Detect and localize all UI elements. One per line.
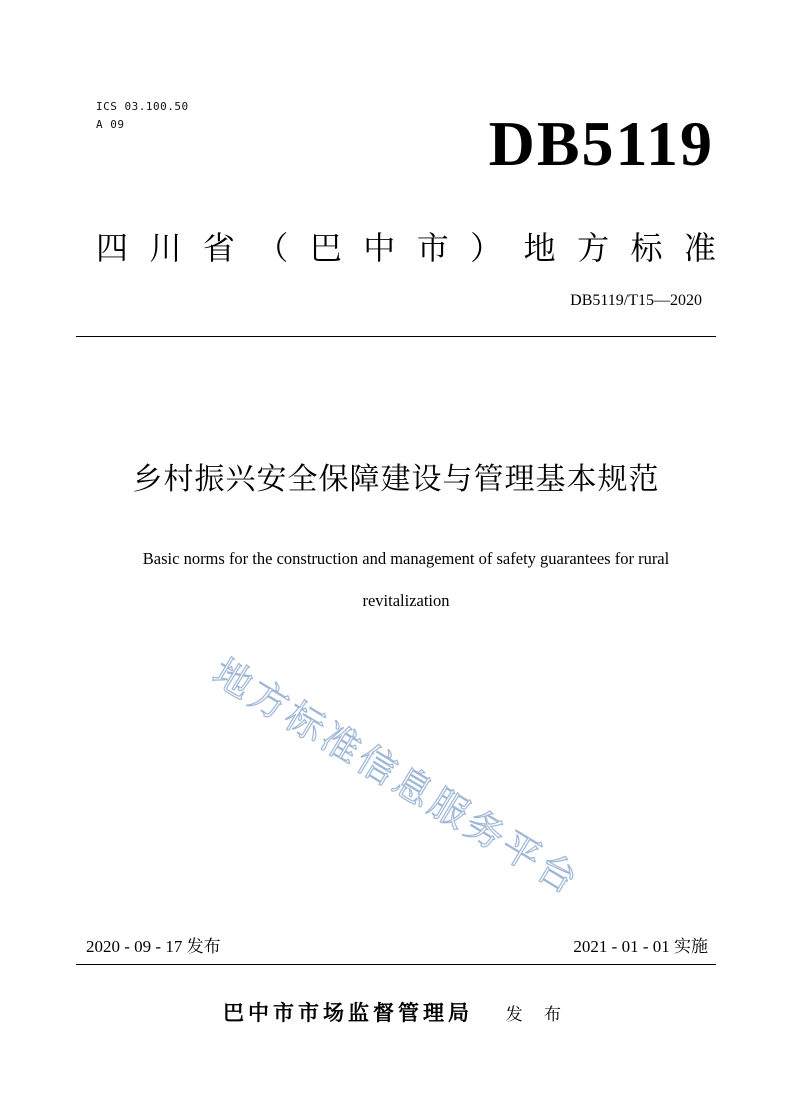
standard-code: DB5119/T15—2020 [570, 292, 702, 309]
implement-label: 实施 [674, 937, 708, 957]
publish-date: 2020 - 09 - 17 [86, 937, 183, 956]
standard-logo: DB5119 [488, 108, 714, 179]
standard-type-heading [96, 226, 716, 270]
standard-type-char: 川 [149, 229, 182, 267]
bottom-divider [76, 964, 716, 965]
ics-code: ICS 03.100.50 [96, 100, 189, 113]
implement-date: 2021 - 01 - 01 [573, 937, 670, 956]
implement-date-block [573, 936, 708, 958]
issuer-org: 巴中市市场监督管理局 [222, 1001, 473, 1025]
standard-type-char: 方 [577, 229, 610, 267]
standard-type-char: ） [470, 229, 503, 267]
standard-type-char: 准 [683, 229, 716, 267]
classification-block [96, 98, 189, 134]
ccs-code: A 09 [96, 118, 125, 131]
document-title-cn: 乡村振兴安全保障建设与管理基本规范 [132, 462, 660, 497]
issuer-action: 发 布 [505, 1005, 570, 1025]
watermark [200, 650, 700, 910]
standard-type-char: 巴 [309, 229, 342, 267]
document-title-en [100, 538, 712, 622]
standard-type-char: 中 [363, 229, 396, 267]
standard-type-char: （ [256, 229, 289, 267]
document-title-en-line2: revitalization [362, 591, 450, 610]
standard-type-char: 四 [96, 229, 129, 267]
standard-type-char: 标 [630, 229, 663, 267]
standard-type-char: 市 [416, 229, 449, 267]
issuer-line [0, 998, 792, 1030]
document-title-en-line1: Basic norms for the construction and management of safety guarantees for rural [142, 549, 670, 568]
standard-type-char: 地 [523, 229, 556, 267]
publish-label: 发布 [186, 937, 221, 957]
watermark-text: 地方标准信息服务平台 [205, 650, 589, 905]
top-divider [76, 336, 716, 337]
standard-type-char: 省 [202, 229, 235, 267]
publish-date-block [86, 936, 221, 958]
